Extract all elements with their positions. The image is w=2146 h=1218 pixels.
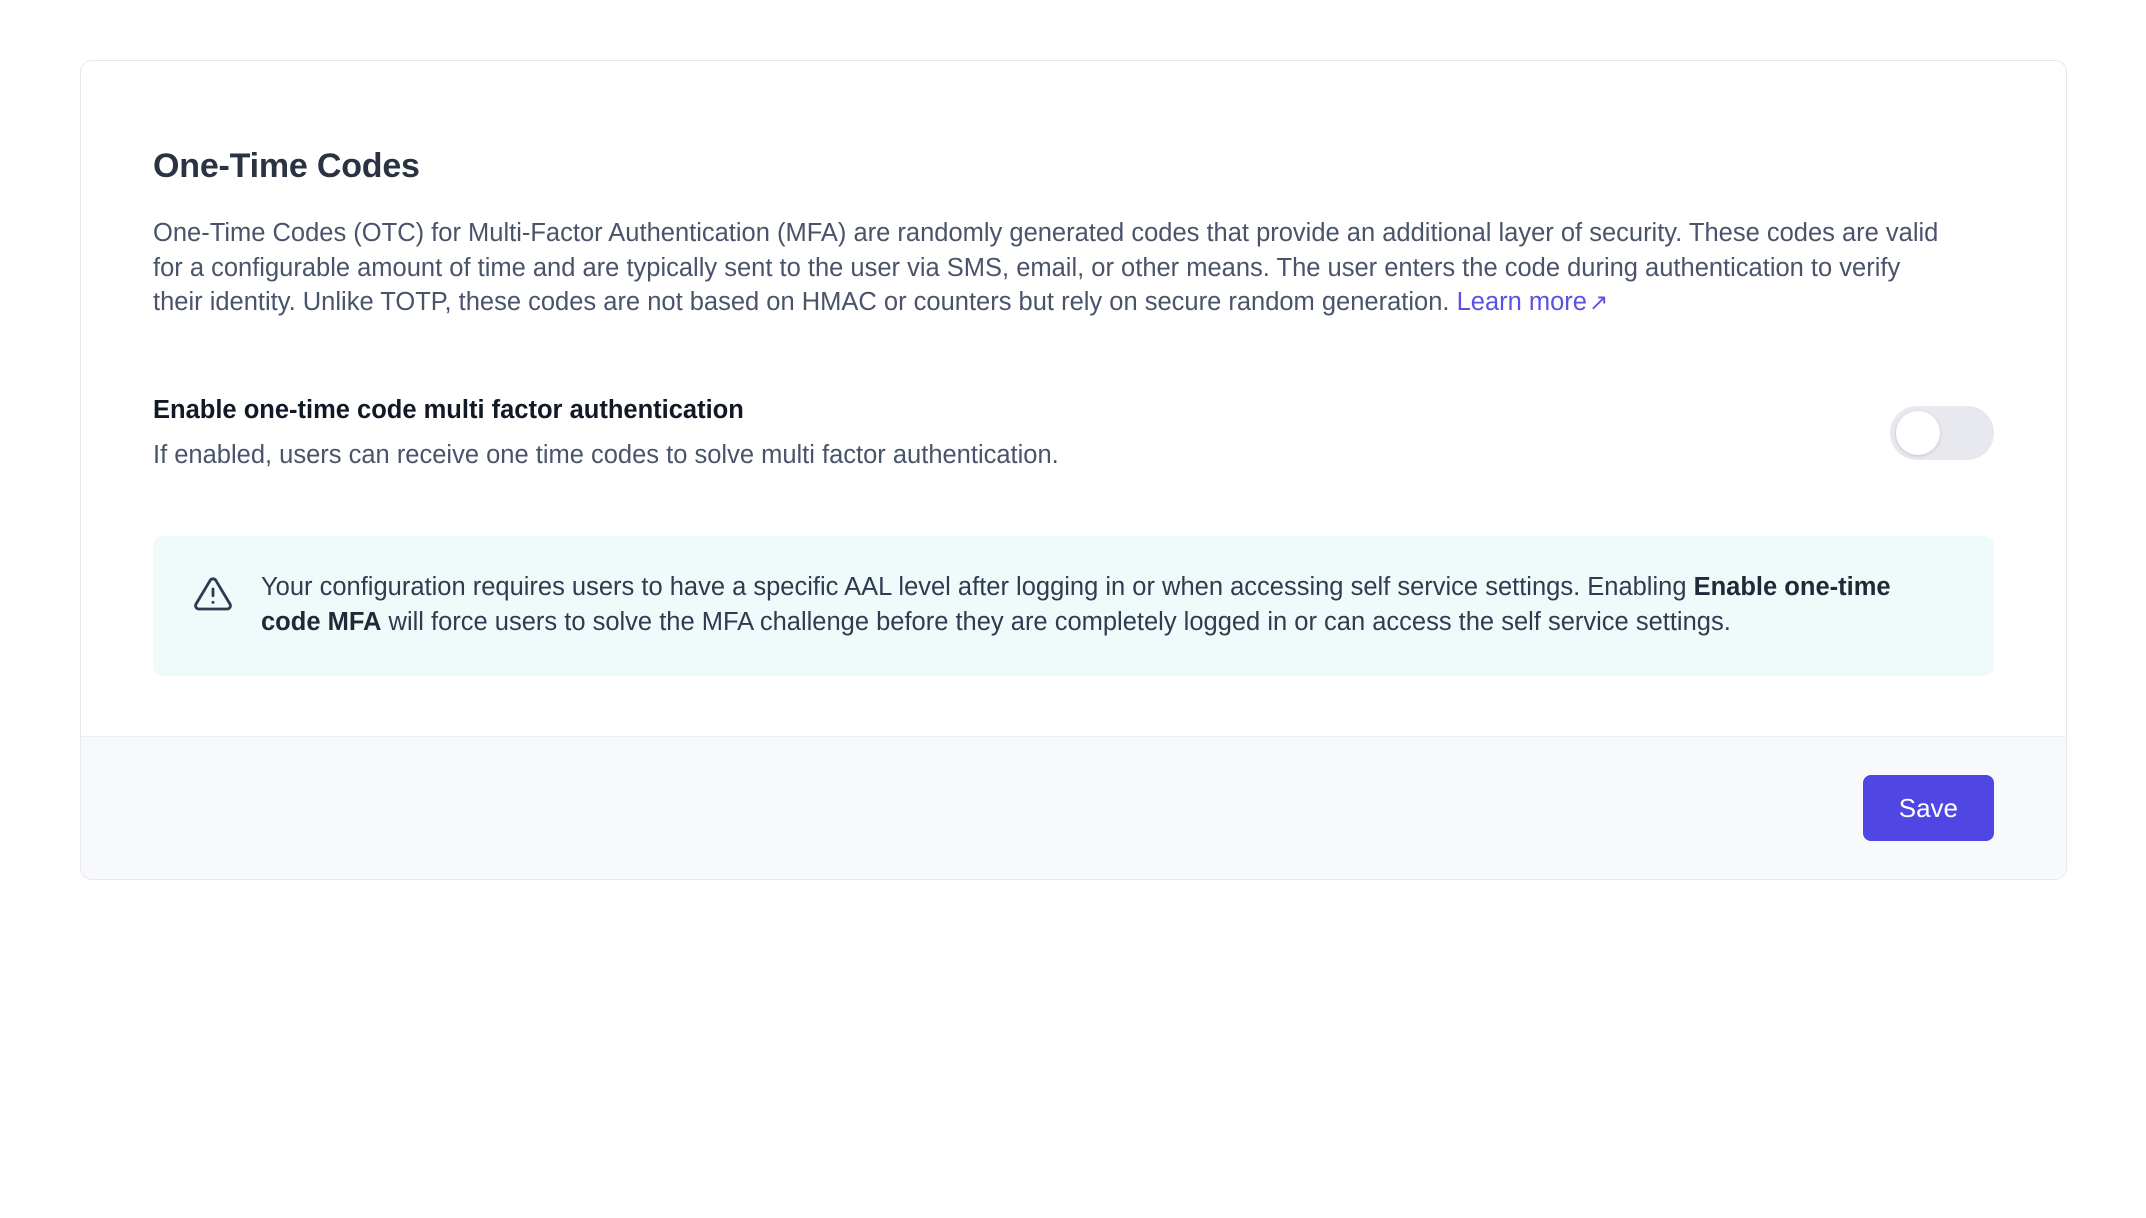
aal-warning-text-part-2: will force users to solve the MFA challenge before they are completely logged in or can access the self service settings. [381, 608, 1731, 637]
section-description-text: One-Time Codes (OTC) for Multi-Factor Authentication (MFA) are randomly generated codes that provide an additional layer of security. These codes are valid for a configurable amount of time and are typically sent to the user via SMS, email, or other means. The user enters the code during authentication to verify their identity. Unlike TOTP, these codes are not based on HMAC or counters but rely on secure random generation. [153, 219, 1939, 317]
enable-otc-mfa-toggle[interactable] [1890, 406, 1994, 460]
learn-more-link[interactable] [1457, 288, 1609, 316]
learn-more-label: Learn more [1456, 288, 1587, 317]
aal-warning-text-part-1: Your configuration requires users to have a specific AAL level after logging in or when accessing self service settings. Enabling [261, 573, 1694, 602]
toggle-text-block [153, 396, 1850, 470]
page-title: One-Time Codes [153, 147, 420, 185]
save-button[interactable]: Save [1863, 775, 1994, 841]
toggle-knob-icon [1896, 411, 1940, 455]
aal-warning-emphasis: Enable one-time code MFA [261, 573, 1891, 637]
aal-warning-callout [153, 536, 1994, 676]
external-link-arrow-icon: ↗ [1588, 289, 1609, 316]
section-description [153, 216, 1953, 320]
enable-otc-mfa-label: Enable one-time code multi factor authentication [153, 396, 744, 425]
warning-triangle-icon [193, 574, 233, 614]
card-body [81, 61, 2066, 736]
enable-otc-mfa-description: If enabled, users can receive one time codes to solve multi factor authentication. [153, 441, 1059, 470]
aal-warning-text [261, 570, 1941, 640]
enable-otc-mfa-row [153, 396, 1994, 470]
card-footer [81, 736, 2066, 879]
one-time-codes-card [80, 60, 2067, 880]
